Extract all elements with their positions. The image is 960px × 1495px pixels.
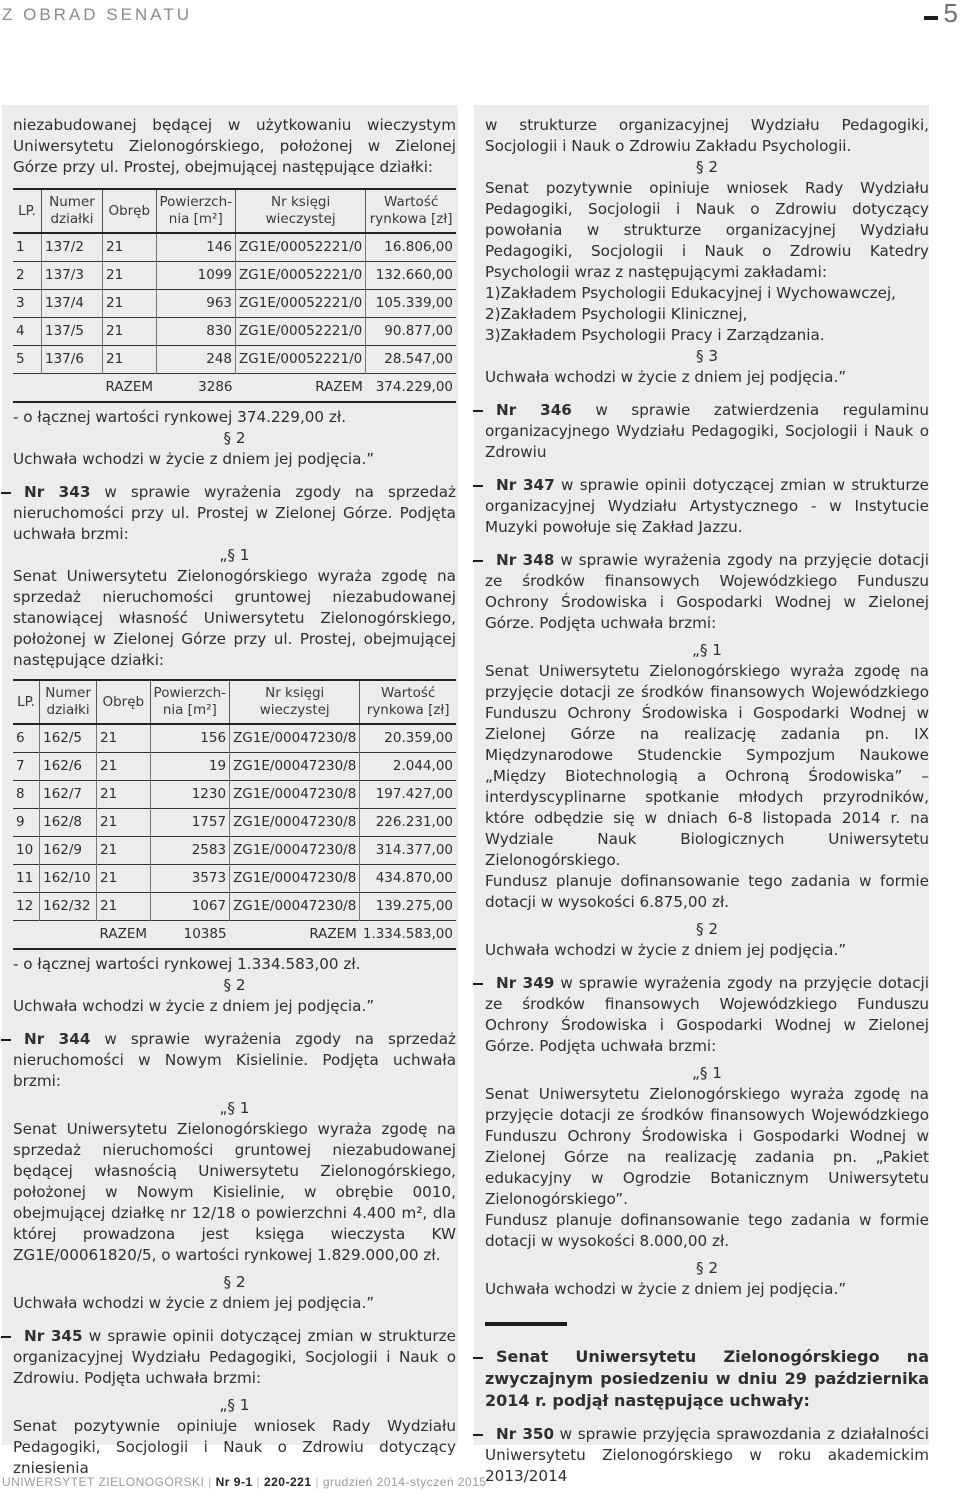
col-land-register: Nr księgi wieczystej <box>236 189 366 233</box>
resolution-number: Nr 350 <box>496 1425 555 1443</box>
left-column <box>2 105 458 1477</box>
table-cell: 963 <box>156 290 236 318</box>
paragraph-marker: „§ 1 <box>219 1396 250 1414</box>
table-cell: ZG1E/00047230/8 <box>230 809 360 837</box>
table-cell: 20.359,00 <box>360 724 456 753</box>
resolution-title: w sprawie wyrażenia zgody na przyjęcie dotacji ze środków finansowych Wojewódzkiego Funduszu Ochrony Środowiska i Gospodarki Wodnej w Zielonej Górze. Podjęta uchwała brzmi: <box>485 974 929 1055</box>
table-sum-cell <box>40 921 97 950</box>
table-sum-cell <box>13 374 42 403</box>
col-lp: LP. <box>17 693 35 710</box>
col-plot-number: Numer działki <box>42 189 103 233</box>
footer-university: UNIWERSYTET ZIELONOGÓRSKI <box>2 1475 205 1489</box>
paragraph-marker: § 2 <box>695 158 719 176</box>
table-cell: 1230 <box>150 781 230 809</box>
table-cell: 162/6 <box>40 753 97 781</box>
table-row <box>13 809 456 837</box>
table-cell: 1099 <box>156 262 236 290</box>
table-cell: 105.339,00 <box>366 290 456 318</box>
resolution-title: w sprawie wyrażenia zgody na przyjęcie dotacji ze środków finansowych Wojewódzkiego Funduszu Ochrony Środowiska i Gospodarki Wodnej w Zielonej Górze. Podjęta uchwała brzmi: <box>485 551 929 632</box>
list-item: 1)Zakładem Psychologii Edukacyjnej i Wychowawczej, <box>485 284 896 302</box>
table-cell: ZG1E/00052221/0 <box>236 290 366 318</box>
table-row <box>13 724 456 753</box>
intro-text: niezabudowanej będącej w użytkowaniu wieczystym Uniwersytetu Zielonogórskiego, położonej w Zielonej Górze przy ul. Prostej, obejmującej następujące działki: <box>13 116 456 176</box>
resolution-344 <box>13 1029 456 1092</box>
col-market-value: Wartość rynkowa [zł] <box>366 189 456 233</box>
table-cell: 4 <box>16 323 25 339</box>
col-area: Powierzch-nia [m²] <box>156 189 236 233</box>
table-cell: 3573 <box>150 865 230 893</box>
table-cell: 137/2 <box>42 233 103 262</box>
total-value-text: - o łącznej wartości rynkowej 374.229,00 zł. <box>13 408 347 426</box>
table-cell: 90.877,00 <box>366 318 456 346</box>
col-land-register: Nr księgi wieczystej <box>230 680 360 724</box>
effect-clause: Uchwała wchodzi w życie z dniem jej podjęcia.” <box>13 450 375 468</box>
paragraph-marker: § 3 <box>695 347 719 365</box>
paragraph-marker: § 2 <box>695 1259 719 1277</box>
resolution-body: Fundusz planuje dofinansowanie tego zadania w formie dotacji w wysokości 6.875,00 zł. <box>485 872 929 911</box>
table-cell: 226.231,00 <box>360 809 456 837</box>
table-cell: 830 <box>156 318 236 346</box>
resolution-body: Senat pozytywnie opiniuje wniosek Rady Wydziału Pedagogiki, Socjologii i Nauk o Zdrowiu dotyczący powołania w strukturze organizacyjnej Wydziału Pedagogiki, Socjologii i Nauk o Zdrowiu Katedry Psychologii wraz z następującymi zakładami: <box>485 179 929 281</box>
paragraph-marker: § 2 <box>223 976 246 994</box>
resolution-title: w sprawie zatwierdzenia regulaminu organizacyjnego Wydziału Pedagogiki, Socjologii i Nauk o Zdrowiu <box>485 401 929 461</box>
col-lp: LP. <box>18 202 36 219</box>
table-cell: 21 <box>97 809 151 837</box>
footer: UNIWERSYTET ZIELONOGÓRSKI | Nr 9-1 | 220-221 | grudzień 2014-styczeń 2015 <box>2 1475 487 1489</box>
table-cell: 28.547,00 <box>366 346 456 374</box>
list-item: 3)Zakładem Psychologii Pracy i Zarządzania. <box>485 326 825 344</box>
table-cell: 197.427,00 <box>360 781 456 809</box>
table-sum-cell: RAZEM <box>99 926 148 942</box>
table-cell: 139.275,00 <box>360 893 456 921</box>
table-sum-cell: RAZEM <box>105 379 153 395</box>
table-cell: 21 <box>103 346 157 374</box>
resolution-number: Nr 345 <box>24 1327 83 1345</box>
table-sum-cell <box>13 921 40 950</box>
effect-clause: Uchwała wchodzi w życie z dniem jej podjęcia.” <box>13 1294 375 1312</box>
table-cell: 1 <box>16 239 25 255</box>
resolution-title: w sprawie opinii dotyczącej zmian w strukturze organizacyjnej Wydziału Artystycznego - w Instytucie Muzyki powołuje się Zakład Jazzu. <box>485 476 929 536</box>
footer-pages: 220-221 <box>263 1475 312 1489</box>
table-sum-row <box>13 921 456 950</box>
list-item: 2)Zakładem Psychologii Klinicznej, <box>485 305 748 323</box>
section-divider <box>485 1322 567 1326</box>
plots-table-1 <box>13 188 456 403</box>
table-cell: 1757 <box>150 809 230 837</box>
table-cell: 11 <box>16 870 34 886</box>
table-row <box>13 262 456 290</box>
paragraph-marker: „§ 1 <box>692 641 722 659</box>
table-row <box>13 346 456 374</box>
resolution-347 <box>485 475 929 538</box>
table-cell: 162/8 <box>40 809 97 837</box>
table-sum-cell: 3286 <box>198 379 233 395</box>
effect-clause: Uchwała wchodzi w życie z dniem jej podjęcia.” <box>485 941 847 959</box>
table-cell: 19 <box>150 753 230 781</box>
department-list <box>485 283 929 346</box>
table-cell: 5 <box>16 351 25 367</box>
table-sum-cell <box>42 374 103 403</box>
col-plot-number: Numer działki <box>40 680 97 724</box>
table-header-row <box>13 189 456 233</box>
table-cell: 2.044,00 <box>360 753 456 781</box>
paragraph-marker: § 2 <box>223 429 246 447</box>
effect-clause: Uchwała wchodzi w życie z dniem jej podjęcia.” <box>13 997 375 1015</box>
col-district: Obręb <box>97 680 151 724</box>
table-cell: 16.806,00 <box>366 233 456 262</box>
continued-text: w strukturze organizacyjnej Wydziału Pedagogiki, Socjologii i Nauk o Zdrowiu Zakładu Psychologii. <box>485 116 929 155</box>
table-cell: 21 <box>97 724 151 753</box>
table-cell: 21 <box>97 837 151 865</box>
resolution-body: Senat Uniwersytetu Zielonogórskiego wyraża zgodę na sprzedaż nieruchomości gruntowej niezabudowanej będącej własnością Uniwersytetu Zielonogórskiego, położonej w Nowym Kisielinie, w obrębie 0010, obejmującej działkę nr 12/18 o powierzchni 4.400 m², dla której prowadzona jest księga wieczysta KW ZG1E/00061820/5, o wartości rynkowej 1.829.000,00 zł. <box>13 1120 456 1264</box>
table-cell: 2583 <box>150 837 230 865</box>
table-cell: 7 <box>16 758 25 774</box>
effect-clause: Uchwała wchodzi w życie z dniem jej podjęcia.” <box>485 1280 847 1298</box>
paragraph-marker: „§ 1 <box>692 1064 722 1082</box>
table-cell: 21 <box>103 262 157 290</box>
paragraph-marker: „§ 1 <box>219 546 250 564</box>
table-cell: 21 <box>97 781 151 809</box>
table-cell: 1067 <box>150 893 230 921</box>
table-sum-cell: 1.334.583,00 <box>362 926 453 942</box>
col-district: Obręb <box>103 189 157 233</box>
table-cell: 6 <box>16 730 25 746</box>
total-value-text: - o łącznej wartości rynkowej 1.334.583,00 zł. <box>13 955 361 973</box>
table-row <box>13 318 456 346</box>
table-cell: 12 <box>16 898 34 914</box>
section-header-title: Z OBRAD SENATU <box>2 5 192 24</box>
resolution-title: w sprawie opinii dotyczącej zmian w strukturze organizacyjnej Wydziału Pedagogiki, Socjologii i Nauk o Zdrowiu. Podjęta uchwała brzmi: <box>13 1327 456 1387</box>
paragraph-marker: § 2 <box>695 920 719 938</box>
table-cell: ZG1E/00047230/8 <box>230 865 360 893</box>
table-cell: 137/6 <box>42 346 103 374</box>
resolution-number: Nr 349 <box>496 974 555 992</box>
table-cell: 3 <box>16 295 25 311</box>
table-cell: 137/4 <box>42 290 103 318</box>
resolution-346 <box>485 400 929 463</box>
table-cell: 9 <box>16 814 25 830</box>
table-cell: ZG1E/00047230/8 <box>230 781 360 809</box>
table-sum-cell: RAZEM <box>315 379 363 395</box>
resolution-body: Senat Uniwersytetu Zielonogórskiego wyraża zgodę na przyjęcie dotacji ze środków finansowych Wojewódzkiego Funduszu Ochrony Środowiska i Gospodarki Wodnej w Zielonej Górze na realizację zadania pn. IX Międzynarodowe Studenckie Sympozjum Naukowe „Między Biotechnologią a Ochroną Środowiska” – interdyscyplinarne spotkanie młodych przyrodników, które odbędzie się w dniach 6-8 listopada 2014 r. na Wydziale Nauk Biologicznych Uniwersytetu Zielonogórskiego. <box>485 662 929 869</box>
resolution-343 <box>13 482 456 545</box>
table-row <box>13 837 456 865</box>
right-column <box>474 105 929 1485</box>
resolution-title: w sprawie przyjęcia sprawozdania z działalności Uniwersytetu Zielonogórskiego w roku akademickim 2013/2014 <box>485 1425 929 1485</box>
resolution-348 <box>485 550 929 634</box>
resolution-body: Senat Uniwersytetu Zielonogórskiego wyraża zgodę na sprzedaż nieruchomości gruntowej niezabudowanej stanowiącej własność Uniwersytetu Zielonogórskiego, położonej w Zielonej Górze przy ul. Prostej, obejmującej następujące działki: <box>13 567 456 669</box>
table-row <box>13 290 456 318</box>
table-sum-cell: 10385 <box>183 926 227 942</box>
resolution-350 <box>485 1424 929 1487</box>
table-cell: 137/5 <box>42 318 103 346</box>
table-row <box>13 753 456 781</box>
table-cell: ZG1E/00052221/0 <box>236 262 366 290</box>
table-cell: 146 <box>156 233 236 262</box>
table-cell: 21 <box>97 865 151 893</box>
table-cell: 21 <box>97 753 151 781</box>
table-cell: 162/5 <box>40 724 97 753</box>
table-cell: 162/32 <box>40 893 97 921</box>
col-market-value: Wartość rynkowa [zł] <box>360 680 456 724</box>
table-cell: 21 <box>103 318 157 346</box>
paragraph-marker: § 2 <box>223 1273 246 1291</box>
table-cell: 137/3 <box>42 262 103 290</box>
effect-clause: Uchwała wchodzi w życie z dniem jej podjęcia.” <box>485 368 847 386</box>
resolution-349 <box>485 973 929 1057</box>
table-cell: 21 <box>97 893 151 921</box>
table-cell: 21 <box>103 233 157 262</box>
session-heading: Senat Uniwersytetu Zielonogórskiego na zwyczajnym posiedzeniu w dniu 29 października 2014 r. podjął następujące uchwały: <box>485 1346 929 1412</box>
table-sum-cell: RAZEM <box>309 926 357 942</box>
table-cell: ZG1E/00047230/8 <box>230 893 360 921</box>
table-cell: 162/9 <box>40 837 97 865</box>
table-row <box>13 781 456 809</box>
table-cell: ZG1E/00047230/8 <box>230 837 360 865</box>
resolution-body: Senat Uniwersytetu Zielonogórskiego wyraża zgodę na przyjęcie dotacji ze środków finansowych Wojewódzkiego Funduszu Ochrony Środowiska i Gospodarki Wodnej w Zielonej Górze na realizację zadania pn. „Pakiet edukacyjny w Ogrodzie Botanicznym Uniwersytetu Zielonogórskiego”. <box>485 1085 929 1208</box>
table-cell: ZG1E/00047230/8 <box>230 753 360 781</box>
resolution-345 <box>13 1326 456 1389</box>
table-sum-row <box>13 374 456 403</box>
resolution-number: Nr 344 <box>24 1030 91 1048</box>
table-cell: 162/7 <box>40 781 97 809</box>
table-cell: 132.660,00 <box>366 262 456 290</box>
table-cell: 162/10 <box>40 865 97 893</box>
table-cell: 8 <box>16 786 25 802</box>
table-row <box>13 233 456 262</box>
table-row <box>13 893 456 921</box>
resolution-body: Senat pozytywnie opiniuje wniosek Rady Wydziału Pedagogiki, Socjologii i Nauk o Zdrowiu dotyczący zniesienia <box>13 1417 456 1477</box>
resolution-number: Nr 348 <box>496 551 555 569</box>
table-row <box>13 865 456 893</box>
table-cell: ZG1E/00052221/0 <box>236 318 366 346</box>
table-cell: 21 <box>103 290 157 318</box>
plots-table-2 <box>13 679 456 950</box>
col-area: Powierzch-nia [m²] <box>150 680 230 724</box>
table-cell: ZG1E/00047230/8 <box>230 724 360 753</box>
footer-date: grudzień 2014-styczeń 2015 <box>322 1475 487 1489</box>
table-cell: 2 <box>16 267 25 283</box>
resolution-number: Nr 343 <box>24 483 91 501</box>
resolution-number: Nr 347 <box>496 476 555 494</box>
resolution-title: w sprawie wyrażenia zgody na sprzedaż nieruchomości przy ul. Prostej w Zielonej Górze. Podjęta uchwała brzmi: <box>13 483 456 543</box>
table-cell: ZG1E/00052221/0 <box>236 346 366 374</box>
table-header-row <box>13 680 456 724</box>
resolution-title: w sprawie wyrażenia zgody na sprzedaż nieruchomości w Nowym Kisielinie. Podjęta uchwała brzmi: <box>13 1030 456 1090</box>
table-cell: 314.377,00 <box>360 837 456 865</box>
paragraph-marker: „§ 1 <box>219 1099 250 1117</box>
resolution-body: Fundusz planuje dofinansowanie tego zadania w formie dotacji w wysokości 8.000,00 zł. <box>485 1211 929 1250</box>
table-cell: 434.870,00 <box>360 865 456 893</box>
resolution-number: Nr 346 <box>496 401 572 419</box>
footer-issue: Nr 9-1 <box>215 1475 253 1489</box>
table-cell: 10 <box>16 842 34 858</box>
table-cell: 248 <box>156 346 236 374</box>
table-cell: ZG1E/00052221/0 <box>236 233 366 262</box>
page-number: 5 <box>924 0 958 29</box>
table-cell: 156 <box>150 724 230 753</box>
table-sum-cell: 374.229,00 <box>375 379 453 395</box>
